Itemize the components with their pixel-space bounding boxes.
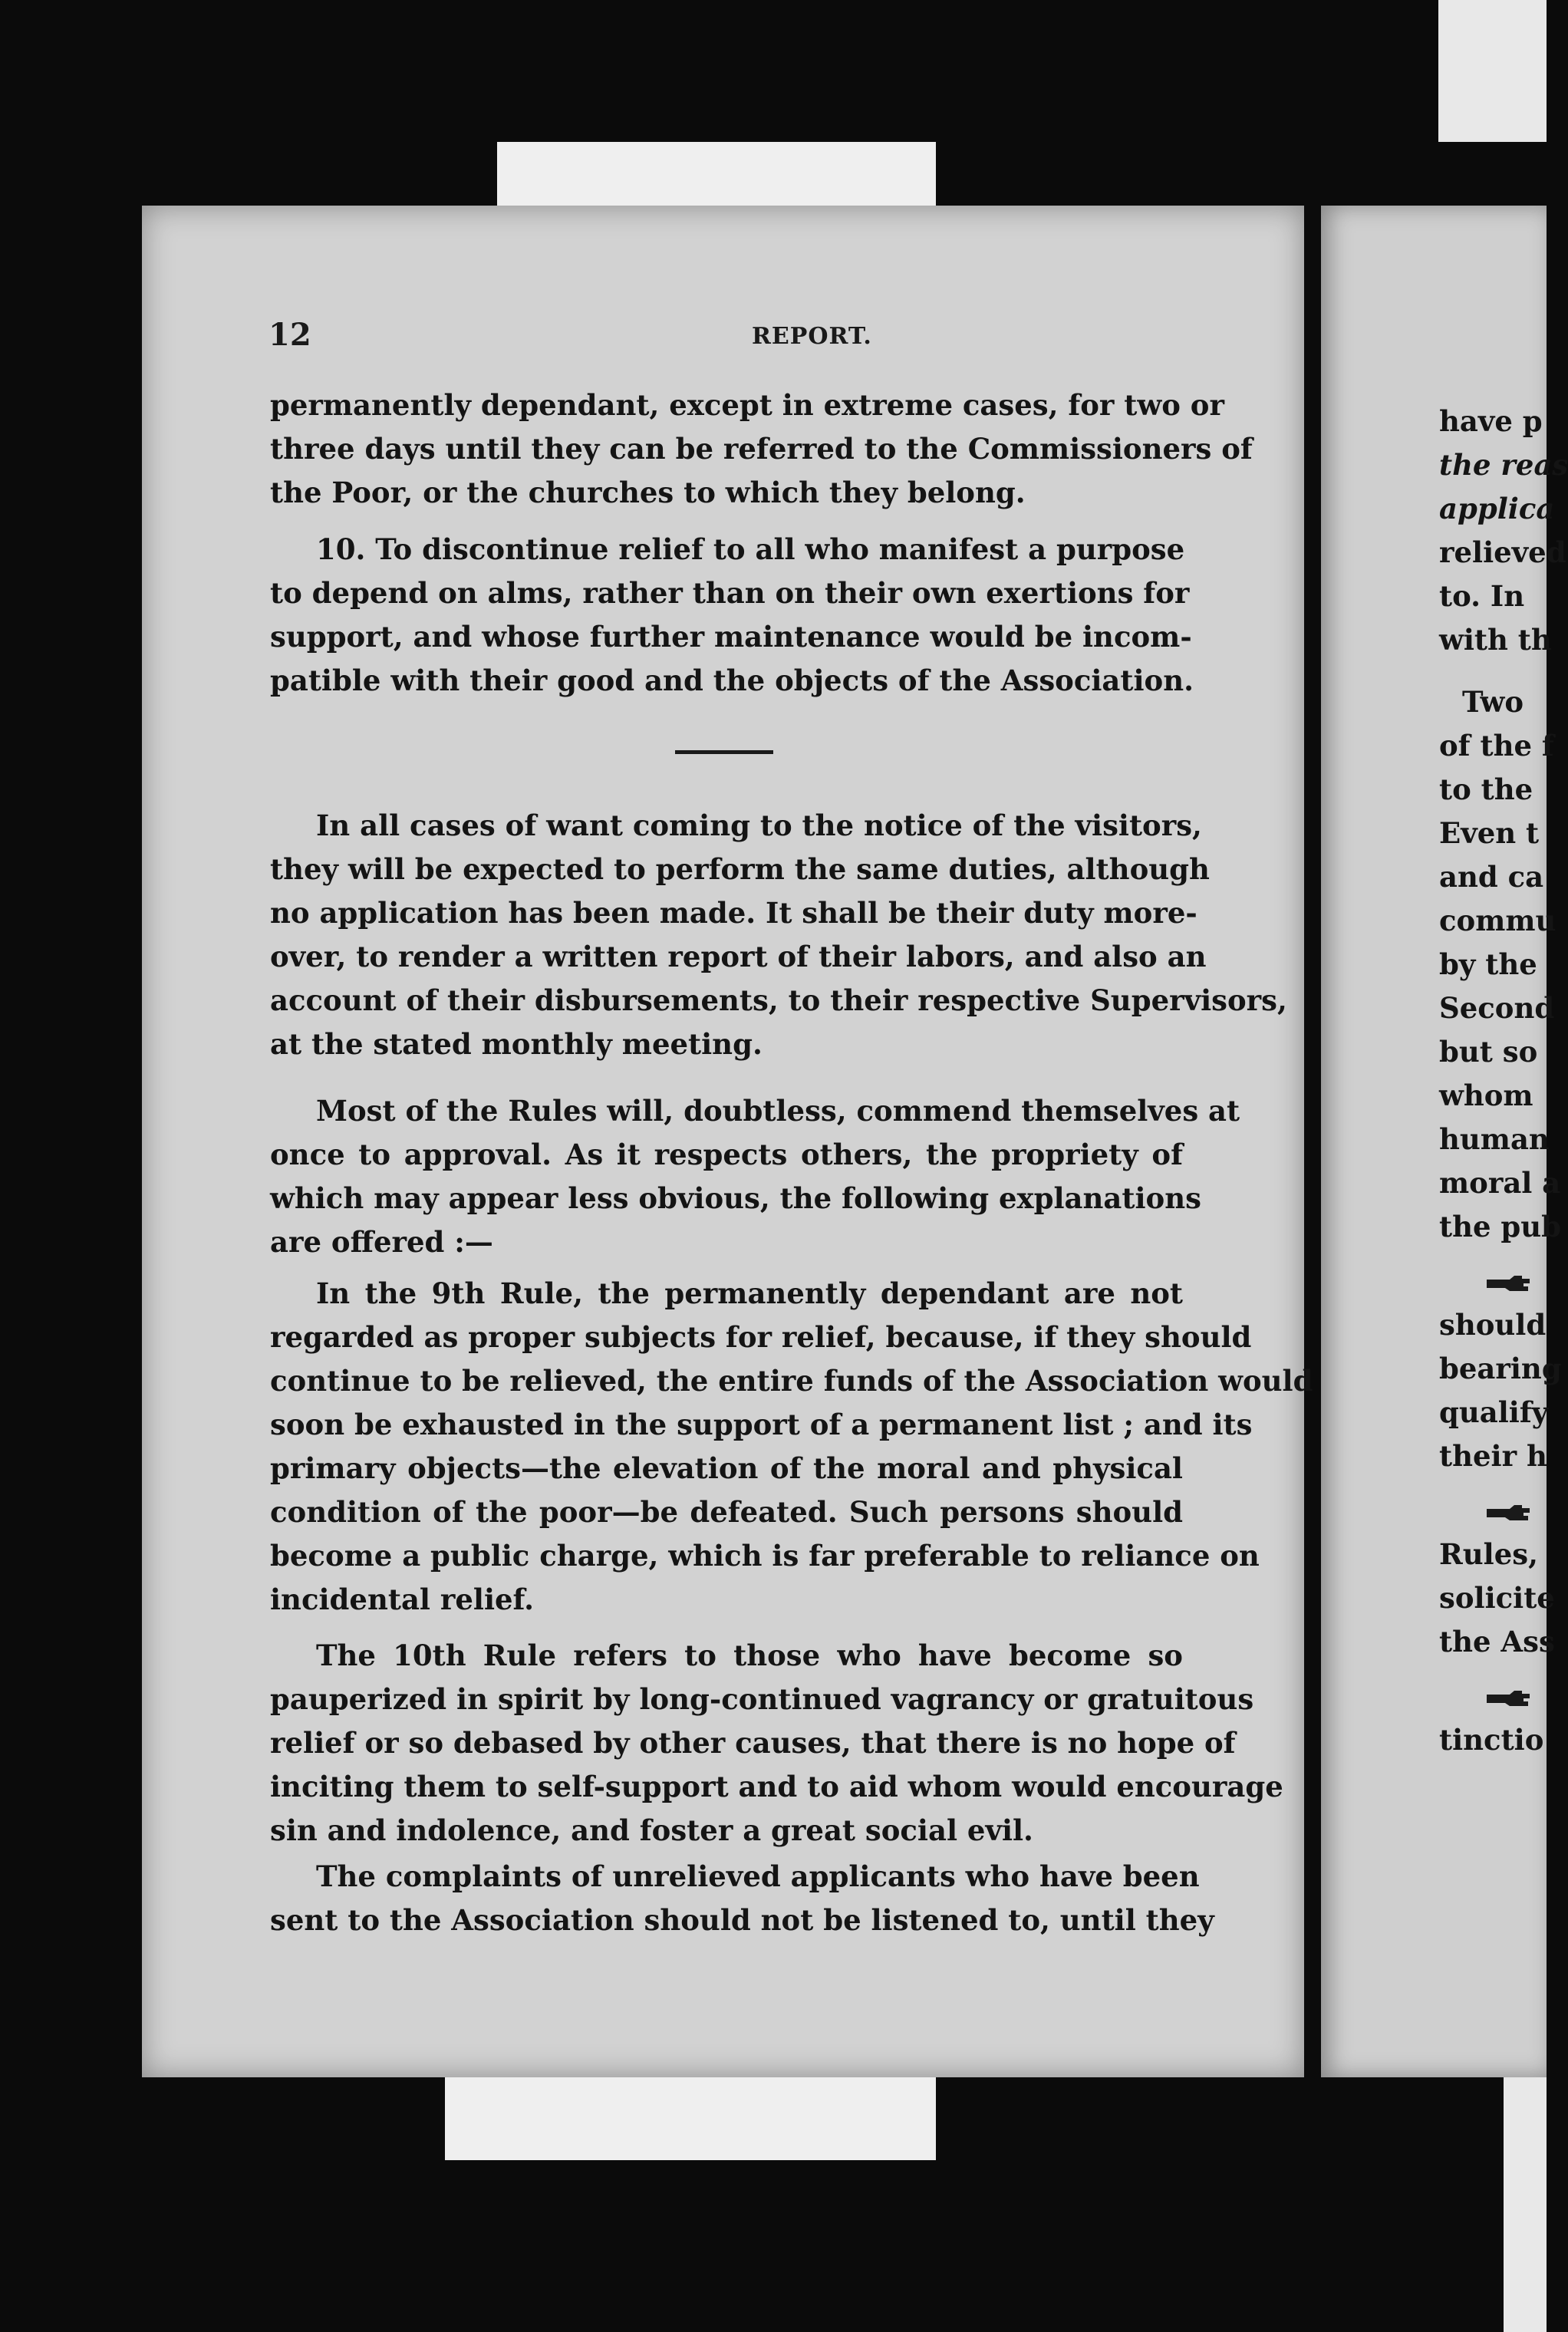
text-line: three days until they can be referred to the Commissioners of xyxy=(270,432,1253,466)
fragment-line: to. In xyxy=(1439,579,1525,613)
text-line: condition of the poor—be defeated. Such persons should xyxy=(270,1495,1183,1529)
scanned-page xyxy=(142,206,1313,2077)
pointing-hand-icon xyxy=(1439,1489,1547,1533)
text-line: Most of the Rules will, doubtless, commend themselves at xyxy=(316,1094,1240,1128)
page-header xyxy=(268,317,1197,363)
fragment-line: with th xyxy=(1439,623,1552,657)
paragraph-visitors xyxy=(270,804,1287,1066)
text-line: 10. To discontinue relief to all who manifest a purpose xyxy=(316,532,1185,566)
fragment-line: bearing xyxy=(1439,1352,1562,1385)
fragment-line: the reas xyxy=(1439,448,1568,482)
film-tab-top xyxy=(497,142,936,215)
fragment-line: commu xyxy=(1439,904,1556,937)
section-divider xyxy=(675,750,773,754)
text-line: In the 9th Rule, the permanently dependant are not xyxy=(316,1276,1183,1310)
text-line: over, to render a written report of their labors, and also an xyxy=(270,940,1207,973)
fragment-line: the Ass xyxy=(1439,1625,1555,1658)
text-line: The complaints of unrelieved applicants who have been xyxy=(316,1859,1200,1893)
fragment-line: to the xyxy=(1439,772,1533,806)
text-line: inciting them to self-support and to aid whom would encourage xyxy=(270,1770,1283,1803)
text-line: pauperized in spirit by long-continued vagrancy or gratuitous xyxy=(270,1682,1254,1716)
fragment-line: relieved xyxy=(1439,535,1566,569)
fragment-line: moral a xyxy=(1439,1166,1561,1200)
text-line: continue to be relieved, the entire funds of the Association would xyxy=(270,1364,1313,1398)
text-line: incidental relief. xyxy=(270,1583,535,1616)
text-line: to depend on alms, rather than on their own exertions for xyxy=(270,576,1190,610)
text-line: no application has been made. It shall be their duty more- xyxy=(270,896,1197,930)
fragment-line: Second xyxy=(1439,991,1555,1025)
film-tab-bottom xyxy=(445,2077,936,2160)
text-line: patible with their good and the objects of the Association. xyxy=(270,664,1194,697)
text-line: The 10th Rule refers to those who have become so xyxy=(316,1639,1183,1672)
adjacent-page-text xyxy=(1439,400,1568,1762)
text-line: they will be expected to perform the same duties, although xyxy=(270,852,1210,886)
fragment-line: solicite xyxy=(1439,1581,1555,1615)
text-line: become a public charge, which is far preferable to reliance on xyxy=(270,1539,1260,1573)
text-line: sin and indolence, and foster a great social evil. xyxy=(270,1813,1033,1847)
fragment-line: qualify xyxy=(1439,1395,1549,1429)
fragment-line: but so xyxy=(1439,1035,1538,1069)
pointing-hand-icon xyxy=(1439,1260,1547,1303)
running-head: REPORT. xyxy=(752,323,872,350)
paragraph-complaints xyxy=(270,1855,1214,1942)
text-line: account of their disbursements, to their respective Supervisors, xyxy=(270,983,1287,1017)
film-strip-right-bottom xyxy=(1504,2077,1547,2332)
page-number: 12 xyxy=(268,317,311,353)
fragment-line: Two xyxy=(1462,685,1524,719)
fragment-line: of the f xyxy=(1439,729,1554,763)
text-line: once to approval. As it respects others, the propriety of xyxy=(270,1138,1183,1171)
pointing-hand-icon xyxy=(1439,1675,1547,1718)
adjacent-page xyxy=(1321,206,1568,2077)
film-strip-right-top xyxy=(1438,0,1547,142)
text-line: In all cases of want coming to the notice of the visitors, xyxy=(316,809,1202,842)
paragraph-1 xyxy=(270,384,1253,515)
text-line: regarded as proper subjects for relief, because, if they should xyxy=(270,1320,1252,1354)
fragment-line: their h xyxy=(1439,1439,1547,1473)
text-line: support, and whose further maintenance would be incom- xyxy=(270,620,1192,654)
text-line: are offered :— xyxy=(270,1225,493,1259)
fragment-line: human xyxy=(1439,1122,1550,1156)
fragment-line: Rules, xyxy=(1439,1537,1538,1571)
fragment-line: Even t xyxy=(1439,816,1540,850)
fragment-line: by the xyxy=(1439,947,1537,981)
text-line: primary objects—the elevation of the moral and physical xyxy=(270,1451,1183,1485)
text-line: the Poor, or the churches to which they belong. xyxy=(270,476,1026,509)
fragment-line: whom xyxy=(1439,1079,1533,1112)
fragment-line: have p xyxy=(1439,404,1543,438)
fragment-line: and ca xyxy=(1439,860,1544,894)
text-line: soon be exhausted in the support of a permanent list ; and its xyxy=(270,1408,1253,1441)
text-line: relief or so debased by other causes, that there is no hope of xyxy=(270,1726,1236,1760)
text-line: at the stated monthly meeting. xyxy=(270,1027,763,1061)
text-line: sent to the Association should not be listened to, until they xyxy=(270,1903,1214,1937)
fragment-line: the pub xyxy=(1439,1210,1562,1243)
paragraph-rules xyxy=(270,1089,1240,1264)
fragment-line: tinctio xyxy=(1439,1723,1544,1757)
paragraph-rule-10 xyxy=(270,528,1194,703)
paragraph-9th-rule xyxy=(270,1272,1313,1622)
paragraph-10th-rule xyxy=(270,1634,1283,1853)
text-line: permanently dependant, except in extreme cases, for two or xyxy=(270,388,1224,422)
fragment-line: should xyxy=(1439,1308,1547,1342)
fragment-line: applica xyxy=(1439,492,1555,525)
text-line: which may appear less obvious, the following explanations xyxy=(270,1181,1201,1215)
